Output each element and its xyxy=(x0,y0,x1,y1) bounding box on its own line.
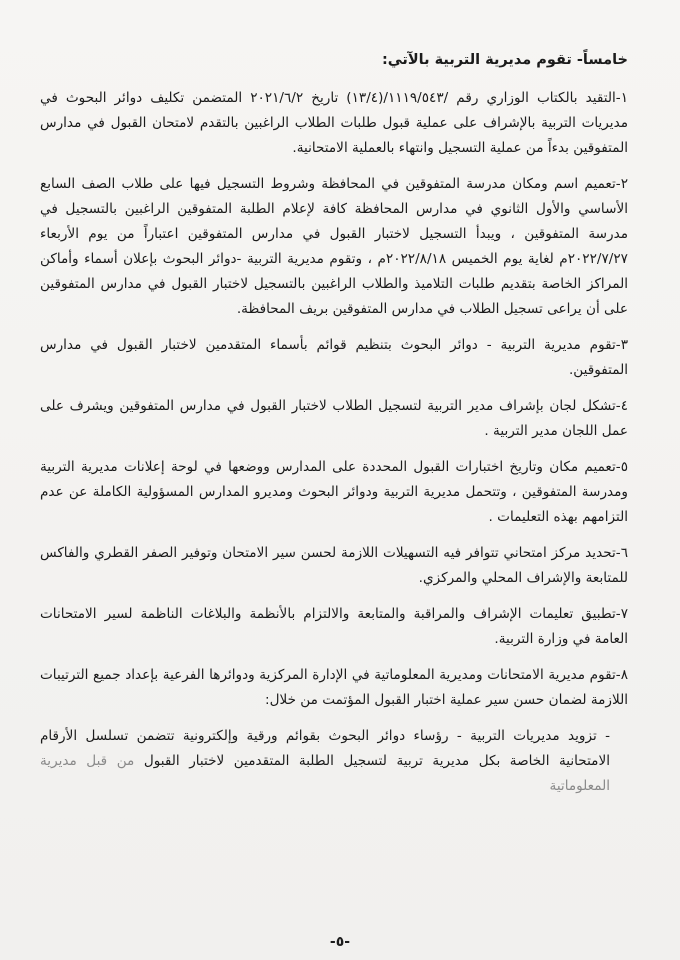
sub-bullet xyxy=(40,724,610,799)
item-text: تحديد مركز امتحاني تتوافر فيه التسهيلات اللازمة لحسن سير الامتحان وتوفير الصفر القطري والفاكس للمتابعة والإشراف المحلي والمركزي. xyxy=(40,545,628,586)
item-text: تشكل لجان بإشراف مدير التربية لتسجيل الطلاب لاختبار القبول في مدارس المتفوقين ويشرف على عمل اللجان مدير التربية . xyxy=(40,398,628,439)
page-number: -٥- xyxy=(329,934,351,950)
item-text: تطبيق تعليمات الإشراف والمراقبة والمتابعة والالتزام بالأنظمة والبلاغات الناظمة لسير الامتحانات العامة في وزارة التربية. xyxy=(40,606,628,647)
section-heading: خامساً- تقوم مديرية التربية بالآتي: xyxy=(381,52,628,68)
list-item xyxy=(40,86,628,161)
list-item xyxy=(40,172,628,322)
list-item xyxy=(40,455,628,530)
item-number: ٦- xyxy=(615,545,628,561)
list-item xyxy=(40,663,628,713)
list-item xyxy=(40,394,628,444)
bullet-text: تزويد مديريات التربية - رؤساء دوائر البحوث بقوائم ورقية وإلكترونية تتضمن تسلسل الأرقام الامتحانية الخاصة بكل مديرية تربية لتسجيل الطلبة المتقدمين لاختبار القبول xyxy=(40,728,610,769)
item-number: ٢- xyxy=(615,176,628,192)
item-text: تعميم اسم ومكان مدرسة المتفوقين في المحافظة وشروط التسجيل فيها على طلاب الصف السابع الأساسي والأول الثانوي في مدارس المحافظة كافة لإعلام الطلبة المتفوقين الراغبين بالتسجيل في مدرسة المتفوقين ، ويبدأ التسجيل لاختبار القبول في مدارس المتفوقين اعتباراً من يوم الأربعاء ٢٠٢٢/٧/٢٧م لغاية يوم الخميس ٢٠٢٢/٨/١٨م ، وتقوم مديرية التربية -دوائر البحوث بإعلان أسماء وأماكن المراكز الخاصة بتقديم طلبات التلاميذ والطلاب الراغبين بالتسجيل لاختبار القبول في مدارس المتفوقين على أن يراعى تسجيل الطلاب في مدارس المتفوقين بريف المحافظة. xyxy=(40,176,628,317)
item-number: ٤- xyxy=(615,398,628,414)
item-number: ١- xyxy=(615,90,628,106)
bullet-faded-text: من قبل مديرية المعلوماتية xyxy=(40,753,610,794)
item-text: تقوم مديرية الامتحانات ومديرية المعلوماتية في الإدارة المركزية ودوائرها الفرعية بإعداد جميع الترتيبات اللازمة لضمان حسن سير عملية اختبار القبول المؤتمت من خلال: xyxy=(40,667,628,708)
item-text: تعميم مكان وتاريخ اختبارات القبول المحددة على المدارس ووضعها في لوحة إعلانات مديرية التربية ومدرسة المتفوقين ، وتتحمل مديرية التربية ودوائر البحوث ومديرو المدارس المسؤولية الكاملة عن عدم التزامهم بهذه التعليمات . xyxy=(40,459,628,525)
bullet-marker: - xyxy=(605,728,610,744)
item-text: التقيد بالكتاب الوزاري رقم /١١١٩/٥٤٣/(١٣/٤) تاريخ ٢٠٢١/٦/٢ المتضمن تكليف دوائر البحوث في مديريات التربية بالإشراف على عملية قبول طلبات الطلاب الراغبين بالتقدم لامتحان القبول في مدارس المتفوقين بدءاً من عملية التسجيل وانتهاء بالعملية الامتحانية. xyxy=(40,90,628,156)
item-number: ٣- xyxy=(615,337,628,353)
numbered-list xyxy=(40,86,628,713)
item-text: تقوم مديرية التربية - دوائر البحوث بتنظيم قوائم بأسماء المتقدمين لاختبار القبول في مدارس المتفوقين. xyxy=(40,337,628,378)
list-item xyxy=(40,602,628,652)
item-number: ٥- xyxy=(615,459,628,475)
item-number: ٨- xyxy=(615,667,628,683)
item-number: ٧- xyxy=(615,606,628,622)
list-item xyxy=(40,333,628,383)
list-item xyxy=(40,541,628,591)
